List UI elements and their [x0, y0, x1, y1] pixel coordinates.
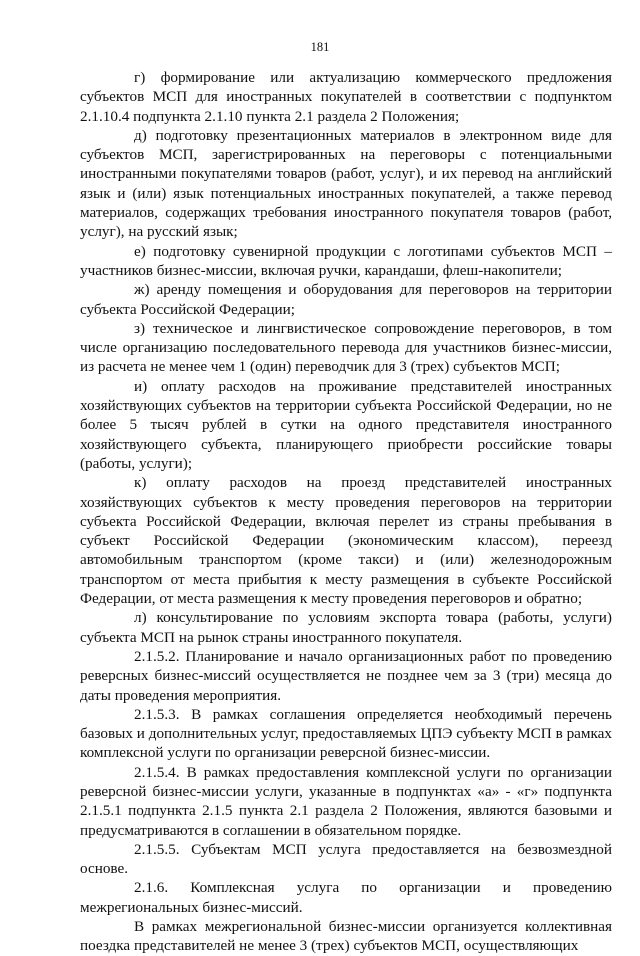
paragraph-2-1-6: 2.1.6. Комплексная услуга по организации и проведению межрегиональных бизнес-миссий. — [80, 879, 612, 916]
paragraph-interregional: В рамках межрегиональной бизнес-миссии организуется коллективная поездка представителей не менее 3 (трех) субъектов МСП, осуществляющих — [80, 918, 612, 955]
paragraph-g: г) формирование или актуализацию коммерческого предложения субъектов МСП для иностранных покупателей в соответствии с подпунктом 2.1.10.4 подпункта 2.1.10 пункта 2.1 раздела 2 Положения; — [80, 69, 612, 125]
paragraph-l: л) консультирование по условиям экспорта товара (работы, услуги) субъекта МСП на рынок страны иностранного покупателя. — [80, 609, 612, 646]
paragraph-z: з) техническое и лингвистическое сопровождение переговоров, в том числе организацию последовательного перевода для участников бизнес-миссии, из расчета не менее чем 1 (один) переводчик для 3 (трех) субъектов МСП; — [80, 319, 612, 376]
paragraph-e: е) подготовку сувенирной продукции с логотипами субъектов МСП – участников бизнес-миссии, включая ручки, карандаши, флеш-накопители; — [80, 242, 612, 279]
paragraph-2-1-5-2: 2.1.5.2. Планирование и начало организационных работ по проведению реверсных бизнес-миссий осуществляется не позднее чем за 3 (три) месяца до даты проведения мероприятия. — [80, 647, 612, 704]
paragraph-2-1-5-3: 2.1.5.3. В рамках соглашения определяется необходимый перечень базовых и дополнительных услуг, предоставляемых ЦПЭ субъекту МСП в рамках комплексной услуги по организации реверсной бизнес-миссии. — [80, 705, 612, 762]
page-number: 181 — [310, 40, 330, 54]
paragraph-k: к) оплату расходов на проезд представителей иностранных хозяйствующих субъектов к месту проведения переговоров на территории субъекта Российской Федерации, включая перелет из страны пребывания в субъект Российской Федерации (экономическим классом), переезд автомобильным транспортом (кроме такси) и (или) железнодорожным транспортом от места прибытия к месту размещения в субъекте Российской Федерации, от места размещения к месту проведения переговоров и обратно; — [80, 474, 612, 608]
paragraph-2-1-5-5: 2.1.5.5. Субъектам МСП услуга предоставляется на безвозмездной основе. — [80, 840, 612, 878]
paragraph-2-1-5-4: 2.1.5.4. В рамках предоставления комплексной услуги по организации реверсной бизнес-миссии услуги, указанные в подпунктах «а» - «г» подпункта 2.1.5.1 подпункта 2.1.5 пункта 2.1 раздела 2 Положения, являются базовыми и предусматриваются в соглашении в обязательном порядке. — [80, 763, 612, 839]
paragraph-d: д) подготовку презентационных материалов в электронном виде для субъектов МСП, зарегистрированных на переговоры с потенциальными иностранными покупателями товаров (работ, услуг), и их перевод на английский язык и (или) язык потенциальных иностранных покупателей, а также перевод материалов, содержащих требования иностранного покупателя товаров (работ, услуг), на русский язык; — [80, 126, 612, 241]
paragraph-i: и) оплату расходов на проживание представителей иностранных хозяйствующих субъектов на территории субъекта Российской Федерации, но не более 5 тысяч рублей в сутки на одного представителя иностранного хозяйствующего субъекта, планирующего приобрести российские товары (работы, услуги); — [80, 377, 612, 472]
paragraph-zh: ж) аренду помещения и оборудования для переговоров на территории субъекта Российской Федерации; — [80, 281, 612, 318]
document-body — [80, 68, 612, 956]
